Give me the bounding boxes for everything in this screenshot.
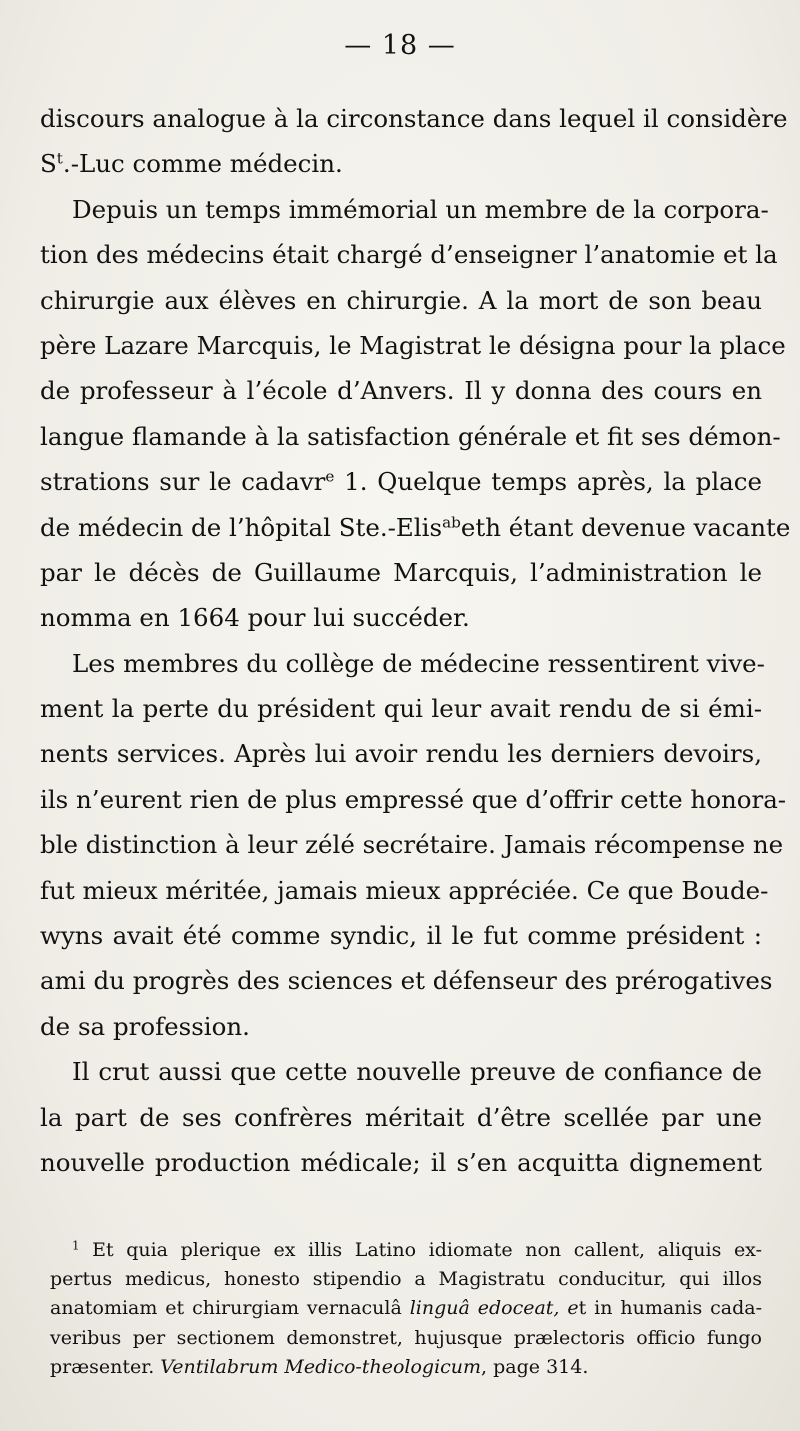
footnote (50, 1236, 762, 1382)
footnote-line (50, 1294, 762, 1323)
text-segment: , page 314. (481, 1355, 589, 1378)
text-segment: præsenter. (50, 1355, 155, 1378)
text-line: Il crut aussi que cette nouvelle preuve de confiance de (72, 1057, 762, 1087)
text-line: langue flamande à la satisfaction générale et fit ses démon- (40, 421, 781, 451)
text-line: nomma en 1664 pour lui succéder. (40, 603, 470, 633)
text-segment: anatomiam et chirurgiam vernaculâ (50, 1297, 410, 1320)
superscript: t (56, 150, 63, 169)
text-segment: de médecin de l’hôpital Ste.-Elis (40, 512, 443, 542)
text-line: la part de ses confrères méritait d’être scellée par une (40, 1102, 762, 1132)
text-line: wyns avait été comme syndic, il le fut comme président : (40, 921, 762, 951)
text-line: fut mieux méritée, jamais mieux appréciée. Ce que Boude- (40, 875, 769, 905)
text-line: ils n’eurent rien de plus empressé que d’offrir cette honora- (40, 784, 787, 814)
text-segment: 1. Quelque temps après, la place (334, 467, 763, 497)
text-line: de professeur à l’école d’Anvers. Il y donna des cours en (40, 376, 762, 406)
text-line (40, 141, 762, 186)
superscript: ab (442, 513, 461, 532)
footnote-line: veribus per sectionem demonstret, hujusque prælectoris officio fungo (50, 1326, 762, 1349)
footnote-marker: 1 (72, 1238, 80, 1253)
text-line: tion des médecins était chargé d’enseigner l’anatomie et la (40, 240, 778, 270)
text-segment: strations sur le cadavr (40, 467, 326, 497)
text-line: par le décès de Guillaume Marcquis, l’administration le (40, 557, 762, 587)
page-number: — 18 — (344, 30, 456, 61)
text-line: discours analogue à la circonstance dans lequel il considère (40, 104, 788, 133)
text-segment: eth étant devenue vacante (460, 512, 791, 542)
text-line: nouvelle production médicale; il s’en acquitta dignement (40, 1147, 762, 1177)
footnote-line (50, 1236, 762, 1265)
text-line: père Lazare Marcquis, le Magistrat le désigna pour la place (40, 330, 786, 360)
text-line: ami du progrès des sciences et défenseur des prérogatives (40, 966, 773, 996)
italic-title: Ventilabrum Medico-theologicum (154, 1355, 482, 1378)
text-line: de sa profession. (40, 1011, 250, 1041)
text-segment: .-Luc comme médecin. (62, 149, 343, 179)
text-segment: Et quia plerique ex illis Latino idiomate non callent, aliquis ex- (79, 1239, 762, 1261)
text-segment: t in humanis cada- (578, 1297, 763, 1320)
text-line: Les membres du collège de médecine ressentirent vive- (72, 648, 765, 678)
text-line: ble distinction à leur zélé secrétaire. Jamais récompense ne (40, 830, 784, 860)
text-line: Depuis un temps immémorial un membre de la corpora- (72, 194, 769, 224)
italic-phrase: linguâ edoceat, e (409, 1297, 579, 1320)
text-line: chirurgie aux élèves en chirurgie. A la mort de son beau (40, 285, 762, 315)
footnote-ref: e (325, 467, 335, 486)
text-line: nents services. Après lui avoir rendu les derniers devoirs, (40, 739, 762, 769)
text-line (40, 459, 762, 504)
body-text (40, 96, 791, 1185)
text-line (40, 505, 791, 550)
footnote-line: pertus medicus, honesto stipendio a Magistratu conducitur, qui illos (50, 1268, 762, 1291)
footnote-line (50, 1353, 762, 1382)
text-segment: S (40, 149, 57, 179)
text-line: ment la perte du président qui leur avait rendu de si émi- (40, 694, 762, 724)
